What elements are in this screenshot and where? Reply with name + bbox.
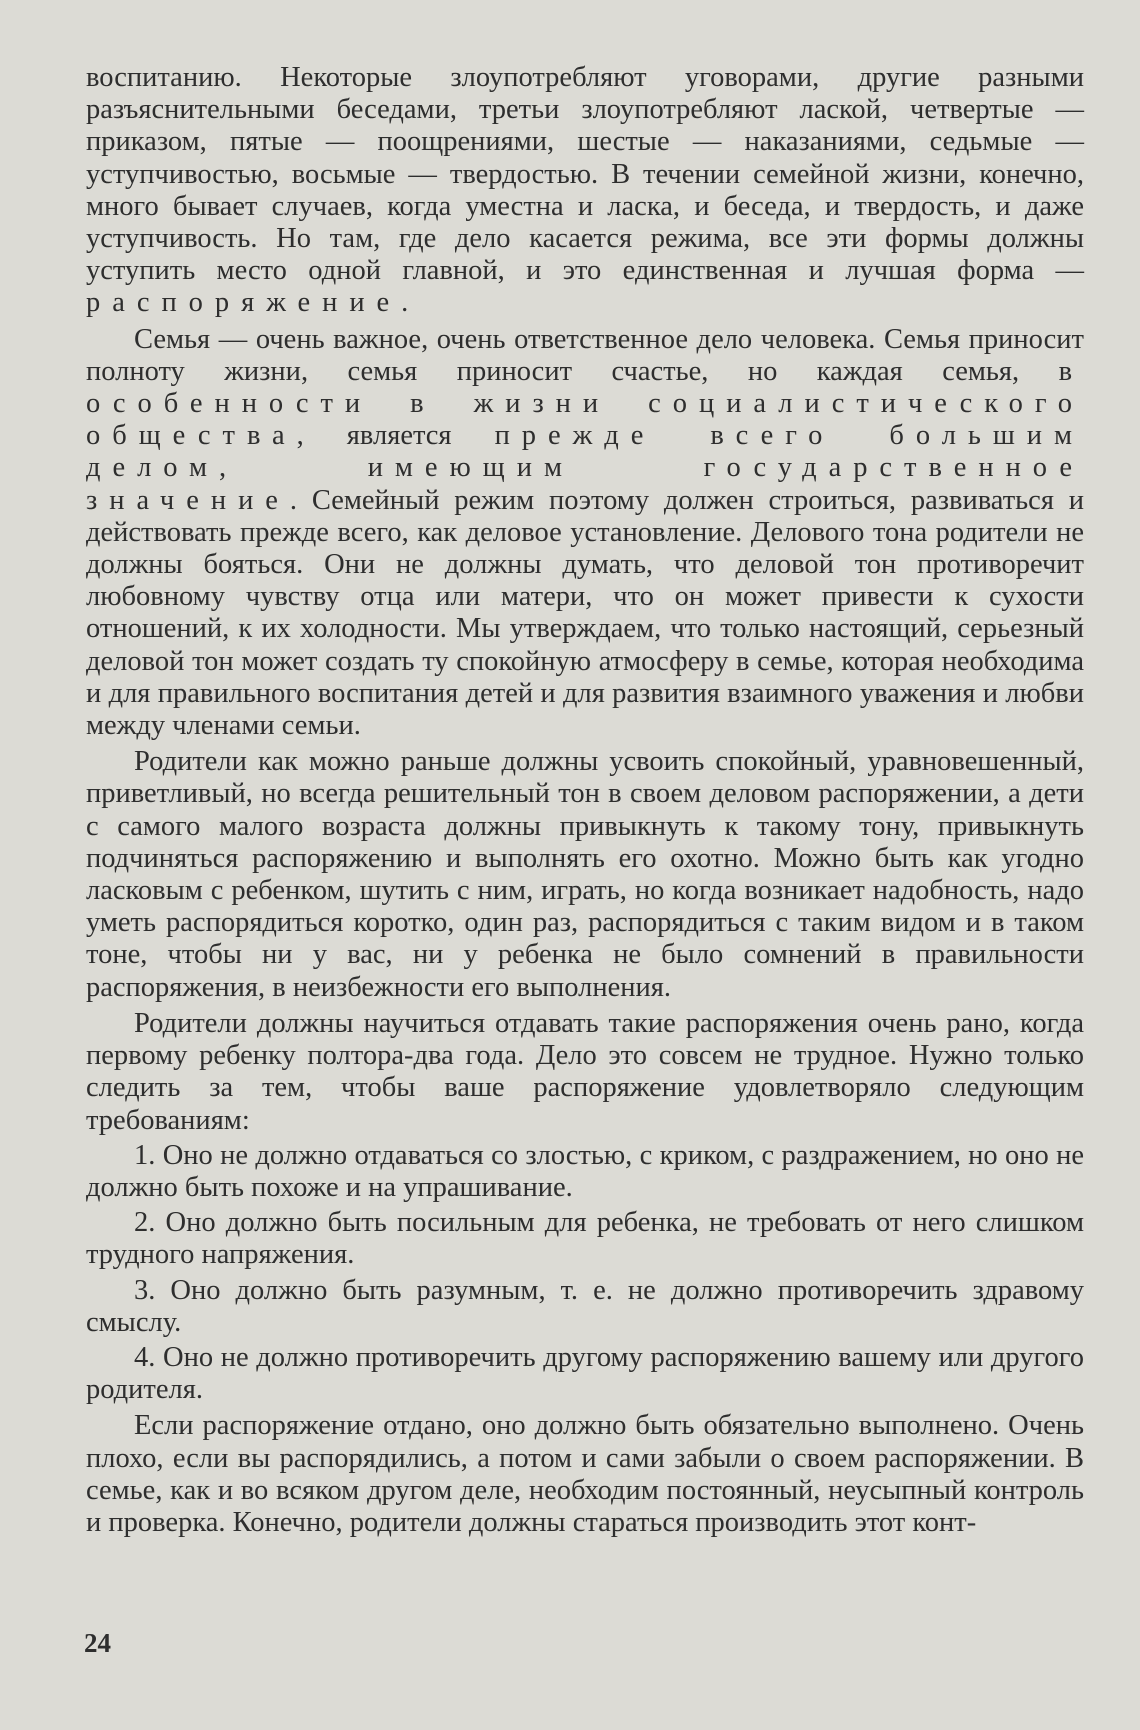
paragraph-3: Родители как можно раньше должны усвоить спокойный, уравновешенный, приветливый, но всегда решительный тон в своем деловом распоряжении, а дети с самого малого возраста должны привыкнуть к такому тону, привыкнуть подчиняться распоряжению и выполнять его охотно. Можно быть как угодно ласковым с ребенком, шутить с ним, играть, но когда возникает надобность, надо уметь распорядиться коротко, один раз, распорядиться с таким видом и в таком тоне, чтобы ни у вас, ни у ребенка не было сомнений в правильности распоряжения, в неизбежности его выполнения. <box>86 746 1084 1003</box>
requirement-4: 4. Оно не должно противоречить другому распоряжению вашему или другого родителя. <box>86 1341 1084 1406</box>
requirement-1: 1. Оно не должно отдаваться со злостью, с криком, с раздражением, но оно не должно быть похоже и на упрашивание. <box>86 1139 1084 1203</box>
spaced-emphasis-state-significance: прежде всего большим делом, имеющим государственное значение <box>86 420 1084 516</box>
spaced-emphasis-socialist: в особенности в жизни социалистического общества <box>86 355 1084 452</box>
paragraph-2 <box>86 324 1084 743</box>
paragraph-2-text-middle: , является <box>296 420 495 452</box>
body-text <box>86 62 1084 1539</box>
paragraph-1-text: воспитанию. Некоторые злоупотребляют уговорами, другие разными разъяснительными беседами, третьи злоупотребляют лаской, четвертые — приказом, пятые — поощрениями, шестые — наказаниями, седьмые — уступчивостью, восьмые — твердостью. В течении семейной жизни, конечно, много бывает случаев, когда уместна и ласка, и беседа, и твердость, и даже уступчивость. Но там, где дело касается режима, все эти формы должны уступить место одной главной, и это единственная и лучшая форма — <box>86 62 1084 287</box>
page-number: 24 <box>84 1628 111 1658</box>
closing-paragraph: Если распоряжение отдано, оно должно быть обязательно выполнено. Очень плохо, если вы распорядились, а потом и сами забыли о своем распоряжении. В семье, как и во всяком другом деле, необходим постоянный, неусыпный контроль и проверка. Конечно, родители должны стараться производить этот конт- <box>86 1410 1084 1538</box>
paragraph-2-text-end: . Семейный режим поэтому должен строиться, развиваться и действовать прежде всего, как деловое установление. Делового тона родители не должны бояться. Они не должны думать, что деловой тон противоречит любовному чувству отца или матери, что он может привести к сухости отношений, к их холодности. Мы утверждаем, что только настоящий, серьезный деловой тон может создать ту спокойную атмосферу в семье, которая необходима и для правильного воспитания детей и для развития взаимного уважения и любви между членами семьи. <box>86 484 1084 742</box>
paragraph-1-end: . <box>401 287 409 319</box>
spaced-emphasis-rasporyazhenie: распоряжение <box>86 287 402 319</box>
paragraph-2-text-start: Семья — очень важное, очень ответственное дело человека. Семья приносит полноту жизни, семья приносит счастье, но каждая семья, <box>86 323 1084 387</box>
paragraph-4: Родители должны научиться отдавать такие распоряжения очень рано, когда первому ребенку полтора-два года. Дело это совсем не трудное. Нужно только следить за тем, чтобы ваше распоряжение удовлетворяло следующим требованиям: <box>86 1007 1084 1136</box>
requirement-2: 2. Оно должно быть посильным для ребенка, не требовать от него слишком трудного напряжения. <box>86 1207 1084 1271</box>
requirement-3: 3. Оно должно быть разумным, т. е. не должно противоречить здравому смыслу. <box>86 1274 1084 1338</box>
paragraph-1 <box>86 62 1084 320</box>
